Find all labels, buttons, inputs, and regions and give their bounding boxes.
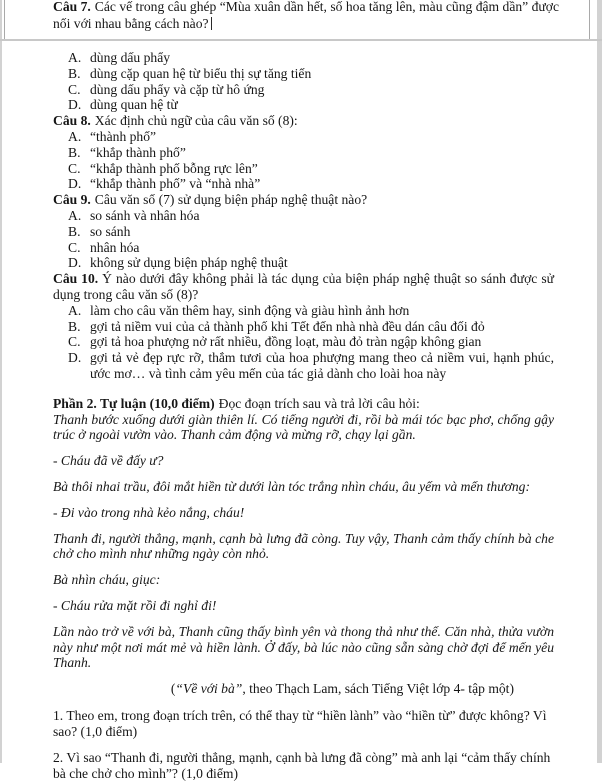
- q9-option-a: [53, 208, 554, 224]
- document-body: [0, 41, 602, 782]
- q7-option-d: [53, 97, 554, 113]
- part2-heading: [53, 396, 554, 412]
- question10-label: Câu 10.: [53, 271, 99, 287]
- question9-stem: [53, 192, 554, 208]
- q7-option-c: [53, 82, 554, 98]
- q7-option-a: [53, 50, 554, 66]
- option-key: D.: [68, 350, 82, 366]
- question10-stem: [53, 271, 554, 303]
- q8-option-d: [53, 176, 554, 192]
- question7-label: Câu 7.: [53, 0, 91, 14]
- passage-paragraph: - Đi vào trong nhà kẻo nắng, cháu!: [53, 504, 245, 520]
- option-key: B.: [68, 65, 81, 81]
- option-text: gợi tả hoa phượng nở rất nhiều, đồng loạt, màu đỏ tràn ngập không gian: [90, 334, 482, 350]
- q10-option-b: [53, 319, 554, 335]
- question10-text: Ý nào dưới đây không phải là tác dụng của biện pháp nghệ thuật so sánh được sử dụng trong câu văn số (8)?: [53, 271, 554, 302]
- option-text: nhân hóa: [90, 239, 140, 255]
- essay-question-2: 2. Vì sao “Thanh đi, người thẳng, mạnh, cạnh bà lưng đã còng” mà anh lại “cảm thấy chính bà che chở cho mình”? (1,0 điểm): [53, 750, 551, 782]
- passage-paragraph: Bà thôi nhai trầu, đôi mắt hiền từ dưới làn tóc trắng nhìn cháu, âu yếm và mến thương:: [53, 478, 530, 494]
- option-key: A.: [68, 50, 82, 65]
- option-text: dùng dấu phẩy và cặp từ hô ứng: [90, 81, 265, 97]
- passage-paragraph: Thanh đi, người thẳng, mạnh, cạnh bà lưng đã còng. Tuy vậy, Thanh cảm thấy chính bà che chở cho mình như những ngày còn nhỏ.: [53, 530, 554, 562]
- attribution-rest: , theo Thạch Lam, sách Tiếng Việt lớp 4- tập một): [242, 681, 514, 697]
- passage-paragraph: Lần nào trở về với bà, Thanh cũng thấy bình yên và thong thả như thế. Căn nhà, thửa vườn này như một nơi mát mẻ và hiền lành. Ở đấy, bà lúc nào cũng sẵn sàng chờ đợi để mến yêu Thanh.: [53, 623, 554, 671]
- attribution-title: “Về với bà”: [175, 681, 243, 697]
- option-key: D.: [68, 97, 82, 113]
- passage-paragraph: Thanh bước xuống dưới giàn thiên lí. Có tiếng người đi, rồi bà mái tóc bạc phơ, chống gậy trúc ở ngoài vườn vào. Thanh cảm động và mừng rỡ, chạy lại gần.: [53, 411, 554, 443]
- q7-option-b: [53, 66, 554, 82]
- q9-option-d: [53, 255, 554, 271]
- essay-question-1: 1. Theo em, trong đoạn trích trên, có thể thay từ “hiền lành” vào “hiền từ” được không? Vì sao? (1,0 điểm): [53, 707, 547, 739]
- passage-attribution: [53, 681, 554, 697]
- passage-paragraph: Bà nhìn cháu, giục:: [53, 572, 161, 588]
- option-text: dùng dấu phẩy: [90, 50, 171, 65]
- question7-text: Các vế trong câu ghép “Mùa xuân dần hết, số hoa tăng lên, màu cũng đậm dần” được nối với nhau bằng cách nào?: [53, 0, 559, 31]
- section-divider: [0, 39, 602, 41]
- option-key: A.: [68, 302, 82, 318]
- passage-paragraph: - Cháu rửa mặt rồi đi nghỉ đi!: [53, 597, 217, 613]
- passage-paragraph: - Cháu đã về đấy ư?: [53, 453, 164, 469]
- question8-label: Câu 8.: [53, 113, 91, 129]
- part2-heading-bold: Phần 2. Tự luận (10,0 điểm): [53, 395, 215, 411]
- option-key: D.: [68, 255, 82, 271]
- option-key: A.: [68, 207, 82, 223]
- option-key: B.: [68, 318, 81, 334]
- option-key: A.: [68, 128, 82, 144]
- option-text: gợi tả niềm vui của cả thành phố khi Tết đến nhà nhà đều dán câu đối đỏ: [90, 318, 485, 334]
- q10-option-d: [53, 350, 554, 382]
- question7-editor-box[interactable]: [4, 0, 590, 39]
- option-text: so sánh: [90, 223, 131, 239]
- q9-option-c: [53, 240, 554, 256]
- option-text: không sử dụng biện pháp nghệ thuật: [90, 255, 288, 271]
- question7-stem: [53, 0, 559, 32]
- question9-text: Câu văn số (7) sử dụng biện pháp nghệ thuật nào?: [94, 192, 368, 208]
- option-text: “thành phố”: [90, 128, 157, 144]
- question9-label: Câu 9.: [53, 192, 91, 208]
- option-text: dùng quan hệ từ: [90, 97, 178, 113]
- q8-option-c: [53, 161, 554, 177]
- part2-heading-rest: Đọc đoạn trích sau và trả lời câu hỏi:: [218, 395, 420, 411]
- question8-text: Xác định chủ ngữ của câu văn số (8):: [94, 113, 298, 129]
- option-text: “khắp thành phố bỗng rực lên”: [90, 160, 258, 176]
- option-text: so sánh và nhân hóa: [90, 207, 200, 223]
- q10-option-a: [53, 303, 554, 319]
- q8-option-b: [53, 145, 554, 161]
- option-text: “khắp thành phố” và “nhà nhà”: [90, 176, 261, 192]
- option-key: C.: [68, 239, 81, 255]
- option-key: B.: [68, 223, 81, 239]
- q8-option-a: [53, 129, 554, 145]
- text-cursor: [211, 17, 213, 30]
- option-key: B.: [68, 144, 81, 160]
- option-text: gợi tả vẻ đẹp rực rỡ, thắm tươi của hoa phượng mang theo cả niềm vui, hạnh phúc, ước mơ… và tình cảm yêu mến của tác giả dành cho loài hoa này: [90, 350, 554, 381]
- option-key: C.: [68, 160, 81, 176]
- q9-option-b: [53, 224, 554, 240]
- option-text: dùng cặp quan hệ từ biểu thị sự tăng tiến: [90, 65, 312, 81]
- q10-option-c: [53, 334, 554, 350]
- option-text: “khắp thành phố”: [90, 144, 186, 160]
- option-text: làm cho câu văn thêm hay, sinh động và giàu hình ảnh hơn: [90, 302, 410, 318]
- attribution-open: (: [170, 681, 176, 697]
- option-key: D.: [68, 176, 82, 192]
- option-key: C.: [68, 81, 81, 97]
- question8-stem: [53, 113, 554, 129]
- option-key: C.: [68, 334, 81, 350]
